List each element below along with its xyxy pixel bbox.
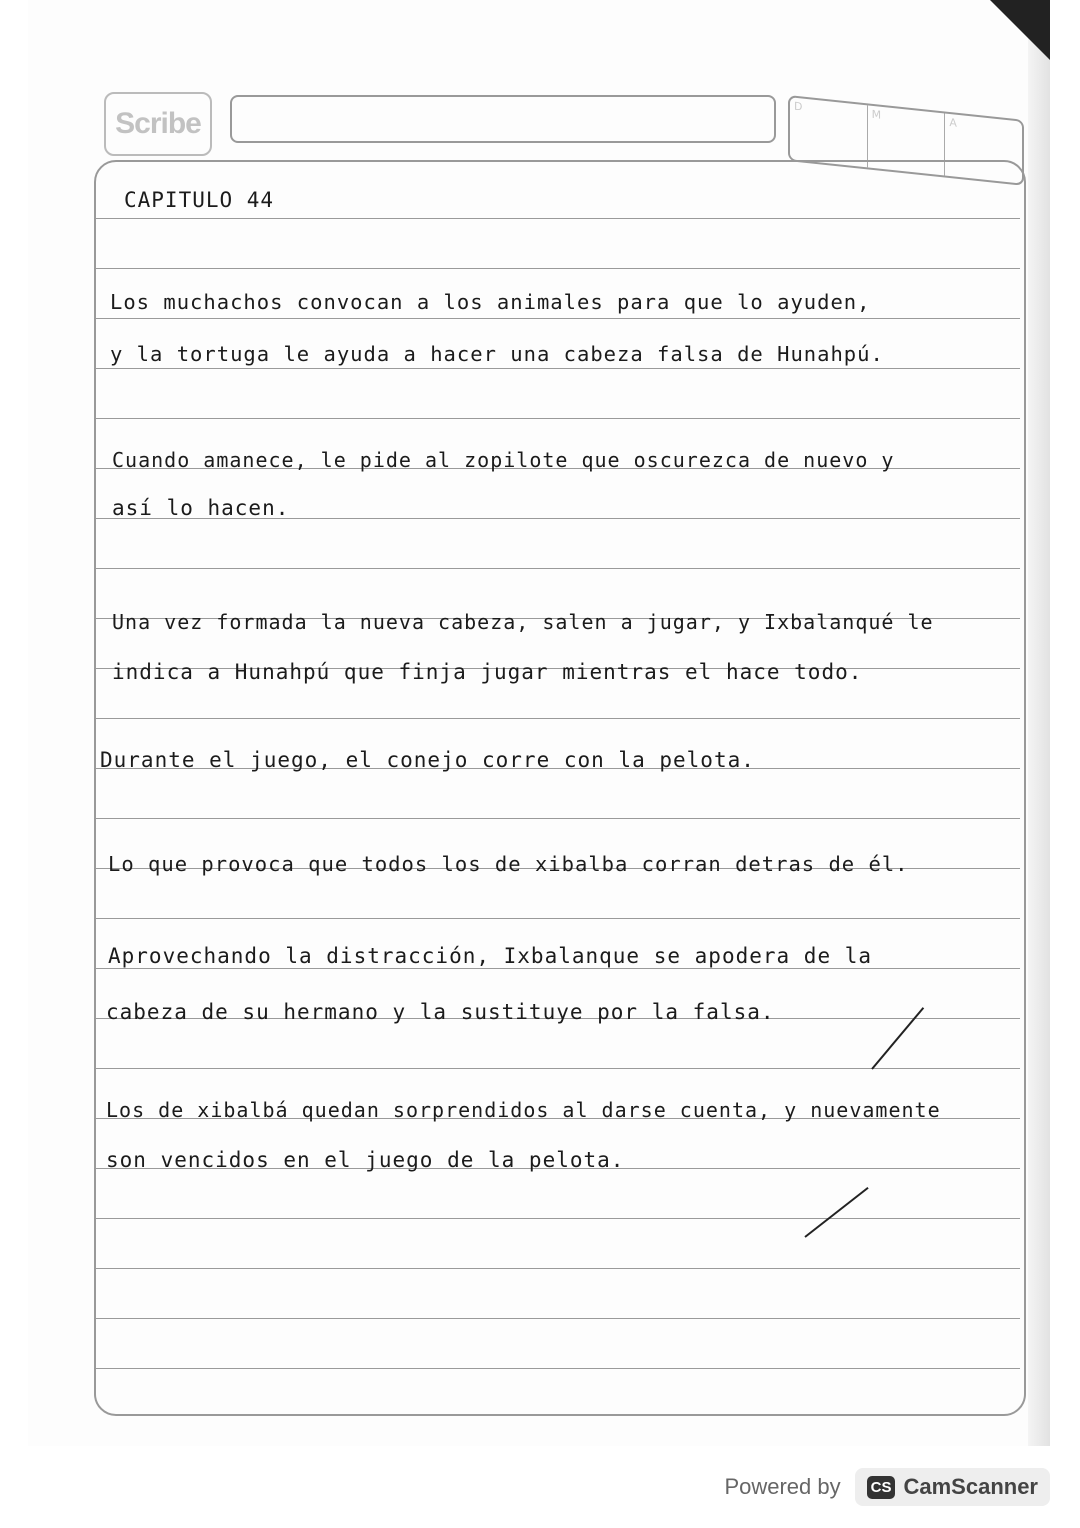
chapter-title: CAPITULO 44 (124, 188, 275, 212)
ruled-line (96, 968, 1020, 969)
ruled-line (96, 268, 1020, 269)
ruled-line (96, 368, 1020, 369)
date-month-label: M (868, 105, 946, 175)
text-line: son vencidos en el juego de la pelota. (106, 1148, 625, 1172)
ruled-line (96, 1268, 1020, 1269)
ruled-line (96, 818, 1020, 819)
ruled-line (96, 918, 1020, 919)
ruled-line (96, 418, 1020, 419)
text-line: Una vez formada la nueva cabeza, salen a jugar, y Ixbalanqué le (112, 610, 934, 634)
notebook-brand-logo: Scribe (104, 92, 212, 156)
ruled-line (96, 568, 1020, 569)
date-day-label: D (790, 97, 868, 167)
text-line: Los muchachos convocan a los animales para que lo ayuden, (110, 290, 871, 314)
ruled-line (96, 1218, 1020, 1219)
powered-by-label: Powered by (724, 1474, 841, 1499)
ruled-line (96, 318, 1020, 319)
page-edge-shadow (1028, 0, 1050, 1446)
text-line: Durante el juego, el conejo corre con la pelota. (100, 748, 755, 772)
text-line: y la tortuga le ayuda a hacer una cabeza falsa de Hunahpú. (110, 342, 884, 366)
camscanner-badge (855, 1468, 1050, 1506)
ruled-line (96, 218, 1020, 219)
camscanner-icon: CS (867, 1476, 896, 1499)
date-year-label: A (949, 115, 957, 130)
scanner-footer (724, 1468, 1050, 1506)
text-line: indica a Hunahpú que finja jugar mientras el hace todo. (112, 660, 863, 684)
text-line: Aprovechando la distracción, Ixbalanque se apodera de la (108, 944, 873, 968)
camscanner-name: CamScanner (903, 1474, 1038, 1499)
text-line: Cuando amanece, le pide al zopilote que oscurezca de nuevo y (112, 448, 895, 472)
ruled-line (96, 718, 1020, 719)
ruled-line (96, 1318, 1020, 1319)
ruled-line (96, 1068, 1020, 1069)
text-line: cabeza de su hermano y la sustituye por la falsa. (106, 1000, 775, 1024)
notebook-title-box (230, 95, 776, 143)
text-line: Los de xibalbá quedan sorprendidos al darse cuenta, y nuevamente (106, 1098, 941, 1122)
text-line: Lo que provoca que todos los de xibalba corran detras de él. (108, 852, 909, 876)
text-line: así lo hacen. (112, 496, 290, 520)
ruled-line (96, 1368, 1020, 1369)
